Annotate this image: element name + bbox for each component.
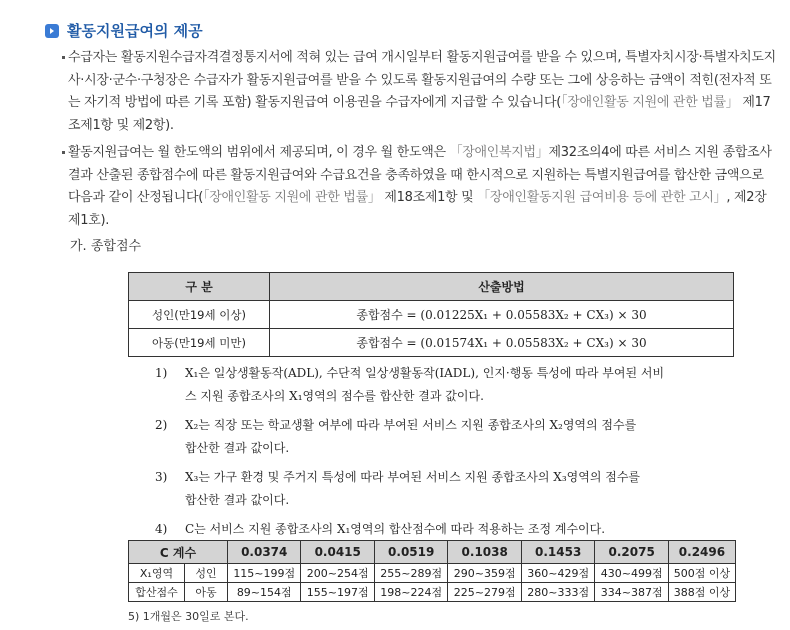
notes-list <box>155 362 735 547</box>
paragraph-2-text: 활동지원급여는 월 한도액의 범위에서 제공되며, 이 경우 월 한도액은 <box>68 145 450 160</box>
row-label: X₁영역 <box>129 564 185 583</box>
note-text: 합산한 결과 값이다. <box>185 441 290 455</box>
bullet-icon <box>62 151 65 154</box>
list-item <box>155 518 735 541</box>
list-item <box>155 466 735 512</box>
law-link[interactable]: 「장애인활동 지원에 관한 법률」 <box>561 95 739 110</box>
table-cell: 360~429점 <box>521 564 594 583</box>
list-item <box>155 362 735 408</box>
note-text: X₂는 직장 또는 학교생활 여부에 따라 부여된 서비스 지원 종합조사의 X₂영역의 점수를 <box>185 418 637 432</box>
table-header: 산출방법 <box>270 273 734 301</box>
table-cell: 155~197점 <box>301 583 374 602</box>
table-header-row <box>129 541 736 564</box>
table-row <box>129 329 734 357</box>
row-label: 합산점수 <box>129 583 185 602</box>
note-number: 1) <box>155 366 168 380</box>
table-cell: 225~279점 <box>448 583 521 602</box>
table-cell: 115~199점 <box>228 564 301 583</box>
note-text: 스 지원 종합조사의 X₁영역의 점수를 합산한 결과 값이다. <box>185 389 484 403</box>
table-cell: 290~359점 <box>448 564 521 583</box>
note-number: 2) <box>155 418 168 432</box>
list-item <box>155 414 735 460</box>
table-cell: 500점 이상 <box>668 564 735 583</box>
table-row <box>129 564 736 583</box>
note-number: 4) <box>155 522 168 536</box>
table-cell: 성인(만19세 이상) <box>129 301 270 329</box>
table-header: 0.1453 <box>521 541 594 564</box>
table-cell: 430~499점 <box>595 564 668 583</box>
law-link[interactable]: 「장애인복지법」 <box>449 145 549 160</box>
note-text: X₃는 가구 환경 및 주거지 특성에 따라 부여된 서비스 지원 종합조사의 X₃영역의 점수를 <box>185 470 641 484</box>
formula-cell: 종합점수 = (0.01225X₁ + 0.05583X₂ + CX₃) × 30 <box>270 301 734 329</box>
table-header: 0.0415 <box>301 541 374 564</box>
paragraph-2 <box>68 142 776 232</box>
section-title: 활동지원급여의 제공 <box>67 22 203 40</box>
table-header: 0.2075 <box>595 541 668 564</box>
table-header: 0.0374 <box>228 541 301 564</box>
table-cell: 388점 이상 <box>668 583 735 602</box>
table-header-row <box>129 273 734 301</box>
coefficient-table <box>128 540 736 602</box>
subheading: 가. 종합점수 <box>70 239 142 254</box>
table-header: 0.0519 <box>374 541 447 564</box>
table-row <box>129 301 734 329</box>
paragraph-2-tail: , 제2장제1호). <box>68 190 767 228</box>
law-link[interactable]: 「장애인활동 지원에 관한 법률」 <box>203 190 381 205</box>
score-table <box>128 272 734 357</box>
table-header: 0.1038 <box>448 541 521 564</box>
note-text: X₁은 일상생활동작(ADL), 수단적 일상생활동작(IADL), 인지·행동 특성에 따라 부여된 서비 <box>185 366 665 380</box>
table-row <box>129 583 736 602</box>
table-cell: 89~154점 <box>228 583 301 602</box>
paragraph-1-text: 수급자는 활동지원수급자격결정통지서에 적혀 있는 급여 개시일부터 활동지원급여를 받을 수 있으며, 특별자치시장·특별자치도지사·시장·군수·구청장은 수급자가 활동지원급여를 받을 수 있도록 활동지원급여의 수량 또는 그에 상응하는 금액이 적힌(전자적 또는 자기적 방법에 따른 기록 포함) 활동지원급여 이용권을 수급자에게 지급할 수 있습니다( <box>68 50 776 110</box>
paragraph-1 <box>68 47 776 137</box>
note-text: C는 서비스 지원 종합조사의 X₁영역의 합산점수에 따라 적용하는 조정 계수이다. <box>185 522 606 536</box>
table-header: 0.2496 <box>668 541 735 564</box>
paragraph-1-tail: 제17조제1항 및 제2항). <box>68 95 771 133</box>
notice-link[interactable]: 「장애인활동지원 급여비용 등에 관한 고시」 <box>477 190 727 205</box>
paragraph-2-mid: 제32조의4에 따른 서비스 지원 종합조사 결과 산출된 종합점수에 따른 활동지원급여와 수급요건을 충족하였을 때 한시적으로 지원하는 특별지원급여를 합산한 금액으로 다음과 같이 산정됩니다( <box>68 145 772 205</box>
table-header: C 계수 <box>129 541 228 564</box>
note-text: 합산한 결과 값이다. <box>185 493 290 507</box>
table-cell: 아동(만19세 미만) <box>129 329 270 357</box>
bullet-icon <box>62 56 65 59</box>
note-number: 3) <box>155 470 168 484</box>
footnote: 5) 1개월은 30일로 본다. <box>128 610 249 623</box>
arrow-right-icon <box>45 24 59 38</box>
table-cell: 255~289점 <box>374 564 447 583</box>
table-cell: 334~387점 <box>595 583 668 602</box>
table-cell: 280~333점 <box>521 583 594 602</box>
row-sublabel: 아동 <box>185 583 228 602</box>
formula-cell: 종합점수 = (0.01574X₁ + 0.05583X₂ + CX₃) × 30 <box>270 329 734 357</box>
paragraph-2-mid2: 제18조제1항 및 <box>380 190 478 205</box>
table-cell: 198~224점 <box>374 583 447 602</box>
section-heading <box>45 20 203 41</box>
table-cell: 200~254점 <box>301 564 374 583</box>
row-sublabel: 성인 <box>185 564 228 583</box>
table-header: 구 분 <box>129 273 270 301</box>
